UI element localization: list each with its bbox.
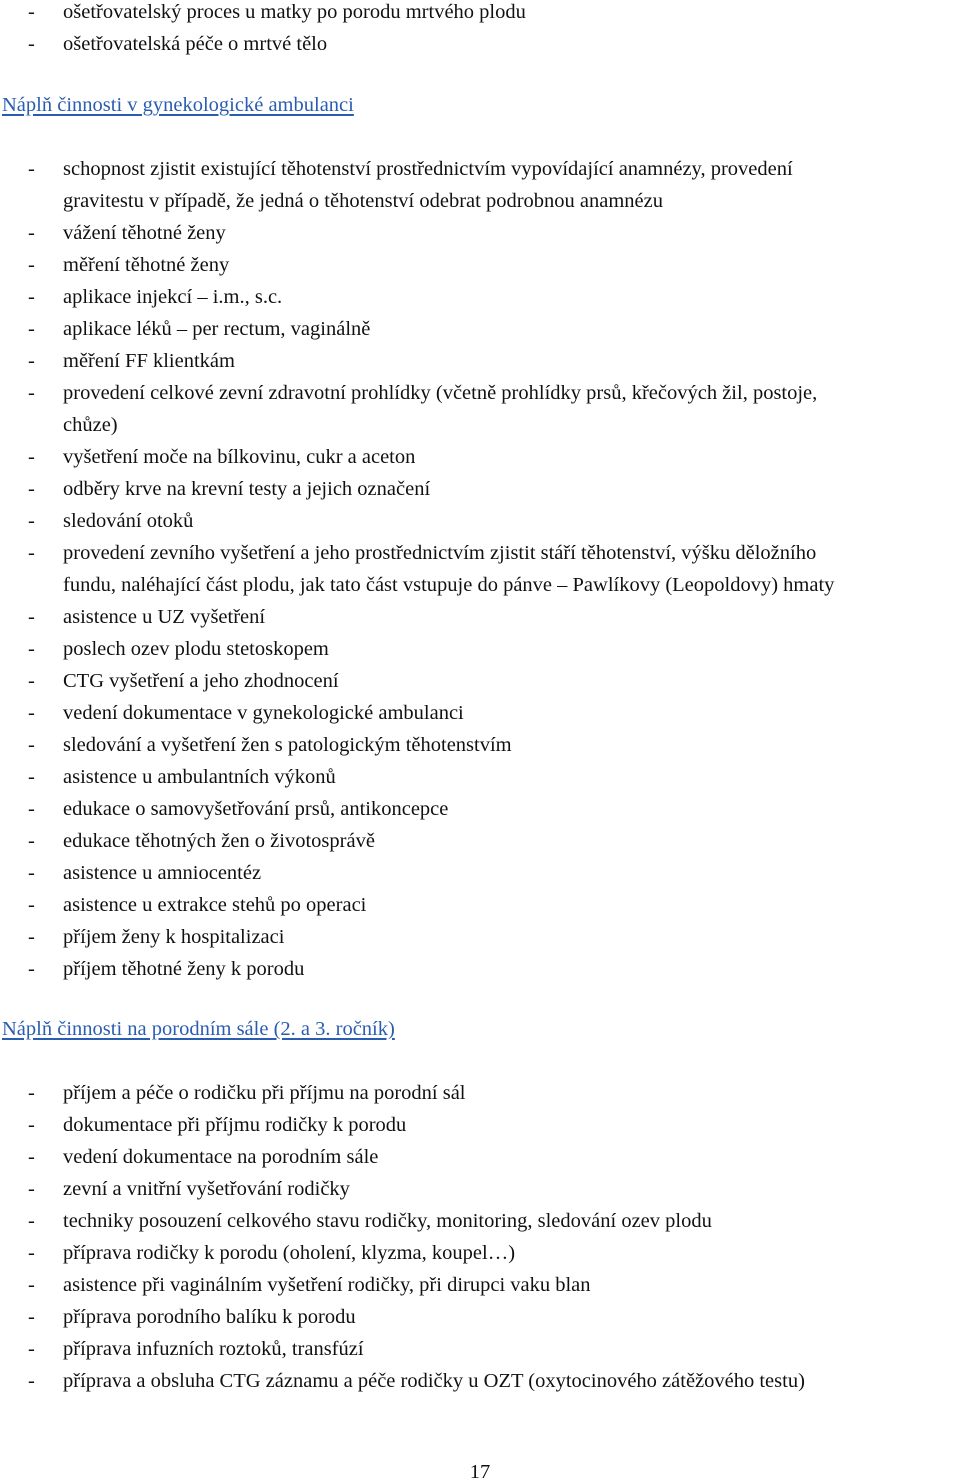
bullet-dash: -	[28, 1274, 35, 1296]
top-list	[0, 0, 960, 60]
list-item-text-line: provedení zevního vyšetření a jeho prostřednictvím zjistit stáří těhotenství, výšku děložního	[63, 542, 817, 564]
list-item	[0, 1301, 960, 1333]
list-item	[0, 665, 960, 697]
list-item-text-line: gravitestu v případě, že jedná o těhotenství odebrat podrobnou anamnézu	[63, 190, 663, 212]
bullet-dash: -	[28, 606, 35, 628]
list-item	[0, 537, 960, 601]
bullet-dash: -	[28, 382, 35, 404]
list-item	[0, 441, 960, 473]
list-item	[0, 345, 960, 377]
list-item-text: asistence u amniocentéz	[63, 862, 262, 884]
bullet-dash: -	[28, 254, 35, 276]
list-item	[0, 921, 960, 953]
bullet-dash: -	[28, 542, 35, 564]
list-item	[0, 1173, 960, 1205]
list-item	[0, 1109, 960, 1141]
bullet-dash: -	[28, 1082, 35, 1104]
bullet-dash: -	[28, 830, 35, 852]
list-item	[0, 1077, 960, 1109]
list-item-text: sledování otoků	[63, 510, 194, 532]
list-item-text-line: fundu, naléhající část plodu, jak tato část vstupuje do pánve – Pawlíkovy (Leopoldovy) hmaty	[63, 574, 835, 596]
list-item-text: vyšetření moče na bílkovinu, cukr a aceton	[63, 446, 416, 468]
list-item	[0, 1333, 960, 1365]
list-item	[0, 633, 960, 665]
bullet-dash: -	[28, 862, 35, 884]
bullet-dash: -	[28, 766, 35, 788]
list-item	[0, 889, 960, 921]
list-item	[0, 28, 960, 60]
list-item	[0, 1141, 960, 1173]
list-item	[0, 153, 960, 217]
bullet-dash: -	[28, 33, 35, 55]
list-item	[0, 601, 960, 633]
bullet-dash: -	[28, 894, 35, 916]
list-item-text: CTG vyšetření a jeho zhodnocení	[63, 670, 339, 692]
bullet-dash: -	[28, 670, 35, 692]
list-item-text: příprava infuzních roztoků, transfúzí	[63, 1338, 364, 1360]
delivery-room-list	[0, 1077, 960, 1397]
list-item-text-line: provedení celkové zevní zdravotní prohlídky (včetně prohlídky prsů, křečových žil, postoje,	[63, 382, 818, 404]
list-item-text: vedení dokumentace na porodním sále	[63, 1146, 379, 1168]
list-item	[0, 1205, 960, 1237]
list-item-text: příprava a obsluha CTG záznamu a péče rodičky u OZT (oxytocinového zátěžového testu)	[63, 1370, 805, 1392]
list-item-text: edukace těhotných žen o životosprávě	[63, 830, 375, 852]
bullet-dash: -	[28, 1370, 35, 1392]
bullet-dash: -	[28, 1146, 35, 1168]
list-item-text: asistence u extrakce stehů po operaci	[63, 894, 367, 916]
bullet-dash: -	[28, 798, 35, 820]
list-item-text: odběry krve na krevní testy a jejich označení	[63, 478, 431, 500]
list-item-text: asistence při vaginálním vyšetření rodičky, při dirupci vaku blan	[63, 1274, 591, 1296]
list-item-text: poslech ozev plodu stetoskopem	[63, 638, 329, 660]
list-item-text: ošetřovatelská péče o mrtvé tělo	[63, 33, 328, 55]
section-heading-delivery-room: Náplň činnosti na porodním sále (2. a 3. ročník)	[2, 1018, 395, 1040]
list-item-text: příjem těhotné ženy k porodu	[63, 958, 305, 980]
list-item-text: vedení dokumentace v gynekologické ambulanci	[63, 702, 464, 724]
bullet-dash: -	[28, 926, 35, 948]
bullet-dash: -	[28, 1114, 35, 1136]
list-item	[0, 377, 960, 441]
bullet-dash: -	[28, 702, 35, 724]
bullet-dash: -	[28, 1338, 35, 1360]
list-item-text: aplikace léků – per rectum, vaginálně	[63, 318, 371, 340]
list-item-text-line: chůze)	[63, 414, 118, 436]
list-item-text: vážení těhotné ženy	[63, 222, 226, 244]
list-item	[0, 0, 960, 28]
bullet-dash: -	[28, 222, 35, 244]
list-item-text: příprava rodičky k porodu (oholení, klyzma, koupel…)	[63, 1242, 516, 1264]
bullet-dash: -	[28, 1, 35, 23]
bullet-dash: -	[28, 1242, 35, 1264]
list-item-text: dokumentace při příjmu rodičky k porodu	[63, 1114, 407, 1136]
list-item	[0, 953, 960, 985]
list-item	[0, 505, 960, 537]
bullet-dash: -	[28, 318, 35, 340]
bullet-dash: -	[28, 958, 35, 980]
list-item	[0, 1365, 960, 1397]
bullet-dash: -	[28, 286, 35, 308]
list-item-text-line: schopnost zjistit existující těhotenství prostřednictvím vypovídající anamnézy, provedení	[63, 158, 793, 180]
bullet-dash: -	[28, 158, 35, 180]
list-item	[0, 761, 960, 793]
bullet-dash: -	[28, 350, 35, 372]
list-item	[0, 1237, 960, 1269]
list-item-text: asistence u ambulantních výkonů	[63, 766, 336, 788]
list-item-text: techniky posouzení celkového stavu rodičky, monitoring, sledování ozev plodu	[63, 1210, 712, 1232]
list-item	[0, 793, 960, 825]
list-item	[0, 857, 960, 889]
list-item-text: sledování a vyšetření žen s patologickým těhotenstvím	[63, 734, 512, 756]
bullet-dash: -	[28, 446, 35, 468]
list-item	[0, 697, 960, 729]
list-item-text: aplikace injekcí – i.m., s.c.	[63, 286, 283, 308]
bullet-dash: -	[28, 510, 35, 532]
gynecology-ambulance-list	[0, 153, 960, 985]
bullet-dash: -	[28, 638, 35, 660]
list-item	[0, 729, 960, 761]
list-item	[0, 281, 960, 313]
list-item-text: příjem a péče o rodičku při příjmu na porodní sál	[63, 1082, 466, 1104]
list-item-text: zevní a vnitřní vyšetřování rodičky	[63, 1178, 350, 1200]
list-item-text: ošetřovatelský proces u matky po porodu mrtvého plodu	[63, 1, 526, 23]
list-item-text: příprava porodního balíku k porodu	[63, 1306, 356, 1328]
list-item	[0, 473, 960, 505]
list-item-text: měření FF klientkám	[63, 350, 235, 372]
page-number: 17	[469, 1461, 491, 1483]
bullet-dash: -	[28, 1306, 35, 1328]
list-item-text: příjem ženy k hospitalizaci	[63, 926, 285, 948]
bullet-dash: -	[28, 1210, 35, 1232]
list-item-text: asistence u UZ vyšetření	[63, 606, 266, 628]
list-item	[0, 1269, 960, 1301]
list-item	[0, 217, 960, 249]
bullet-dash: -	[28, 734, 35, 756]
list-item	[0, 825, 960, 857]
bullet-dash: -	[28, 1178, 35, 1200]
list-item-text: edukace o samovyšetřování prsů, antikoncepce	[63, 798, 449, 820]
list-item-text: měření těhotné ženy	[63, 254, 230, 276]
section-heading-gynecology-ambulance: Náplň činnosti v gynekologické ambulanci	[2, 94, 354, 116]
list-item	[0, 249, 960, 281]
list-item	[0, 313, 960, 345]
bullet-dash: -	[28, 478, 35, 500]
